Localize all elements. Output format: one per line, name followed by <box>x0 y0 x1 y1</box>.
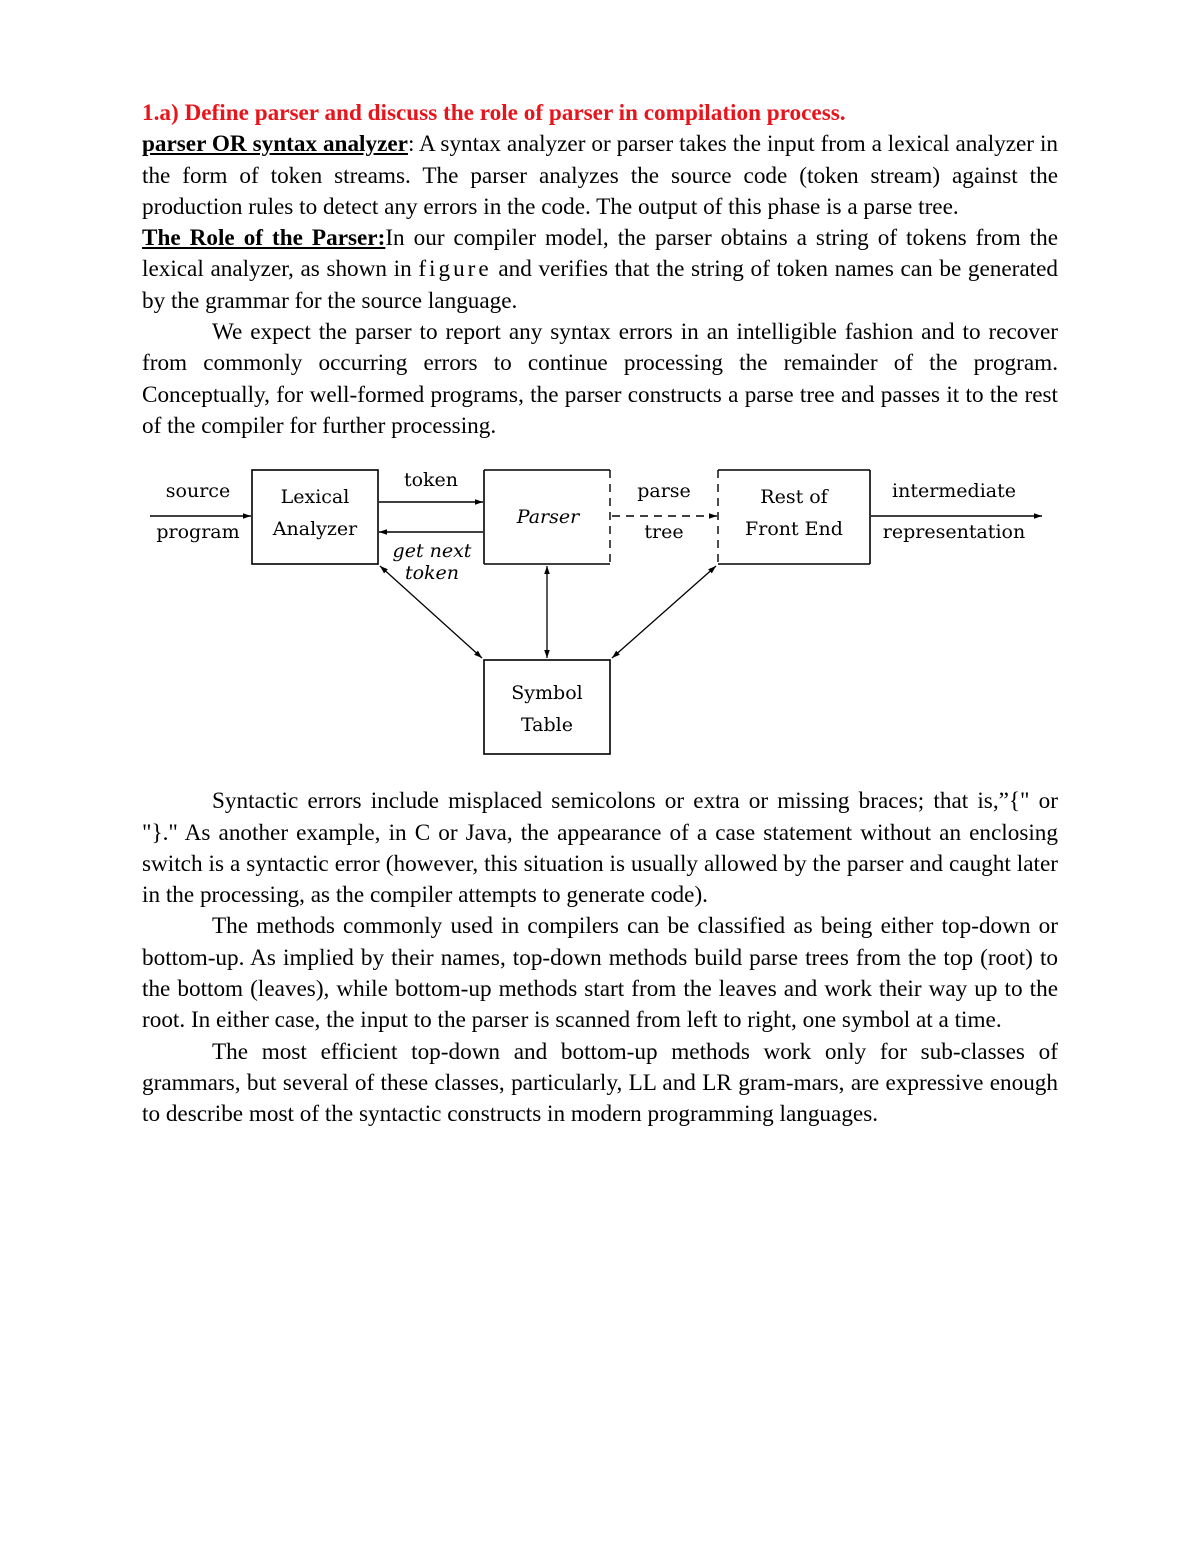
label-front-end: Front End <box>745 518 843 541</box>
question-heading: 1.a) Define parser and discuss the role of parser in compilation process. <box>142 100 846 126</box>
label-symbol: Symbol <box>511 682 583 705</box>
parser-diagram <box>142 466 1058 766</box>
definition-text: : A syntax analyzer or parser takes the input from a lexical analyzer in the form of token streams. The parser analyzes the source code (token stream) against the production rules to detect any errors in the code. The output of this phase is a parse tree. <box>142 131 1058 220</box>
label-source: source <box>165 480 231 503</box>
paragraph-efficient-methods: The most efficient top-down and bottom-up methods work only for sub-classes of grammars, but several of these classes, particularly, LL and LR gram-mars, are expressive enough to describe most of the syntactic constructs in modern programming languages. <box>142 1038 1058 1128</box>
label-rest-of: Rest of <box>760 486 828 509</box>
label-token-italic: token <box>404 562 460 585</box>
term-parser: parser OR syntax analyzer <box>142 131 408 158</box>
label-analyzer: Analyzer <box>272 518 358 541</box>
paragraph-methods: The methods commonly used in compilers can be classified as being either top-down or bottom-up. As implied by their names, top-down methods build parse trees from the top (root) to the bottom (leaves), while bottom-up methods start from the leaves and work their way up to the root. In either case, the input to the parser is scanned from left to right, one symbol at a time. <box>142 913 1058 1034</box>
label-tree: tree <box>644 521 684 544</box>
label-intermediate: intermediate <box>892 480 1016 503</box>
parser-diagram-svg <box>142 466 1058 766</box>
term-role-of-parser: The Role of the Parser: <box>142 225 386 252</box>
label-program: program <box>156 521 240 544</box>
label-token: token <box>403 469 459 492</box>
rest-of-front-end-box <box>718 470 870 564</box>
paragraph-role <box>142 223 1058 317</box>
role-text-after: and verifies that the string of token names can be generated by the grammar for the source language. <box>142 256 1058 314</box>
label-parse: parse <box>637 480 691 503</box>
label-representation: representation <box>882 521 1026 544</box>
document-page <box>142 98 1058 1131</box>
label-get-next: get next <box>392 540 472 563</box>
figure-word: figure <box>418 256 492 283</box>
paragraph-definition <box>142 129 1058 223</box>
label-lexical: Lexical <box>280 486 350 509</box>
paragraph-expectation: We expect the parser to report any syntax errors in an intelligible fashion and to recover from commonly occurring errors to continue processing the remainder of the program. Conceptually, for well-formed programs, the parser constructs a parse tree and passes it to the rest of the compiler for further processing. <box>142 319 1058 439</box>
front-end-symbol-arrow <box>612 566 716 658</box>
paragraph-syntactic-errors: Syntactic errors include misplaced semicolons or extra or missing braces; that is,”{" or "}." As another example, in C or Java, the appearance of a case statement without an enclosing switch is a syntactic error (however, this situation is usually allowed by the parser and caught later in the processing, as the compiler attempts to generate code). <box>142 788 1058 909</box>
label-table: Table <box>520 714 574 737</box>
symbol-table-box <box>484 660 610 754</box>
role-text-before: In our compiler model, the parser obtains a string of tokens from the lexical analyzer, as shown in <box>142 225 1058 283</box>
label-parser: Parser <box>516 506 580 529</box>
lexical-analyzer-box <box>252 470 378 564</box>
